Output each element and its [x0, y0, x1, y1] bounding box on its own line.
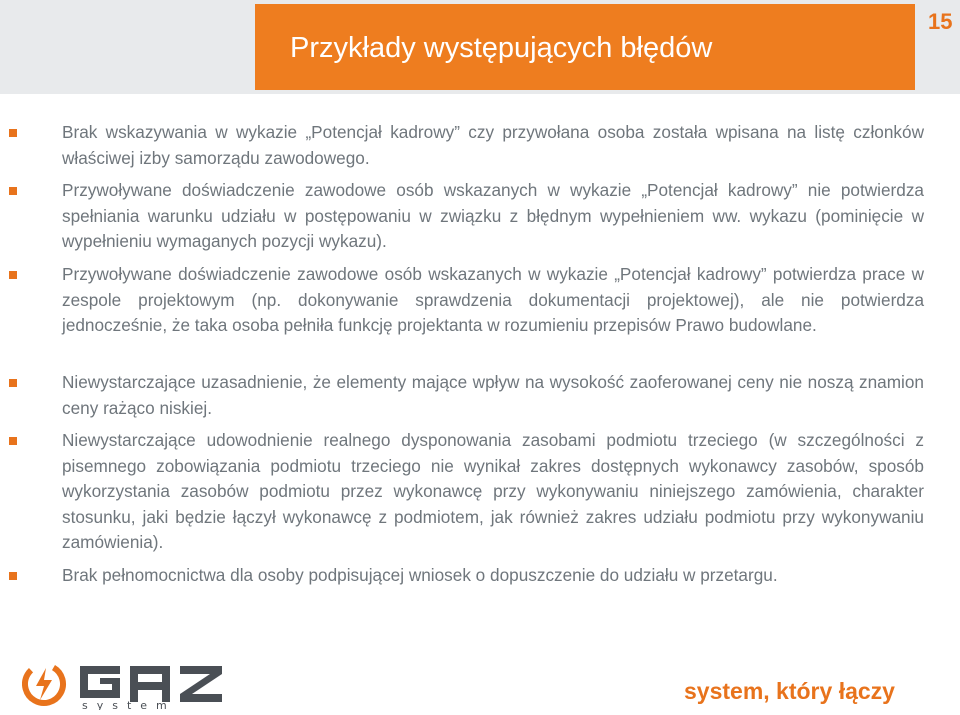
bullet-item [62, 370, 924, 421]
square-bullet-icon [9, 129, 17, 137]
svg-text:system: system [82, 699, 176, 710]
bullet-text: Brak wskazywania w wykazie „Potencjał kadrowy” czy przywołana osoba została wpisana na listę członków właściwej izby samorządu zawodowego. [62, 122, 924, 168]
square-bullet-icon [9, 379, 17, 387]
square-bullet-icon [9, 572, 17, 580]
bullet-text: Przywoływane doświadczenie zawodowe osób wskazanych w wykazie „Potencjał kadrowy” potwierdza prace w zespole projektowym (np. dokonywanie sprawdzenia dokumentacji projektowej), ale nie potwierdza jednocześnie, że taka osoba pełniła funkcję projektanta w rozumieniu przepisów Prawo budowlane. [62, 264, 924, 336]
bullet-text: Niewystarczające uzasadnienie, że elementy mające wpływ na wysokość zaoferowanej ceny nie noszą znamion ceny rażąco niskiej. [62, 372, 924, 418]
square-bullet-icon [9, 187, 17, 195]
bullet-item [62, 428, 924, 556]
bullet-item [62, 262, 924, 339]
bullet-item [62, 120, 924, 171]
square-bullet-icon [9, 271, 17, 279]
gaz-system-logo-icon [22, 658, 227, 710]
bullet-text: Przywoływane doświadczenie zawodowe osób wskazanych w wykazie „Potencjał kadrowy” nie potwierdza spełniania warunku udziału w postępowaniu w związku z błędnym wypełnieniem ww. wykazu (pominięcie w wypełnieniu wymaganych pozycji wykazu). [62, 180, 924, 252]
footer-slogan: system, który łączy [684, 678, 895, 704]
bullet-text: Niewystarczające udowodnienie realnego dysponowania zasobami podmiotu trzeciego (w szczególności z pisemnego zobowiązania podmiotu trzeciego nie wynikał zakres dostępnych wykonawcy zasobów, sposób wykorzystania zasobów podmiotu przez wykonawcę przy wykonywaniu niniejszego zamówienia, charakter stosunku, jaki będzie łączył wykonawcę z podmiotem, jak również zakres udziału podmiotu przy wykonywaniu zamówienia). [62, 430, 924, 553]
bullet-text: Brak pełnomocnictwa dla osoby podpisującej wniosek o dopuszczenie do udziału w przetargu. [62, 565, 778, 585]
bullet-item [62, 178, 924, 255]
slide-title: Przykłady występujących błędów [290, 32, 713, 64]
square-bullet-icon [9, 437, 17, 445]
page-number: 15 [928, 9, 953, 34]
gaz-system-logo [22, 658, 227, 710]
bullet-item [62, 563, 924, 589]
